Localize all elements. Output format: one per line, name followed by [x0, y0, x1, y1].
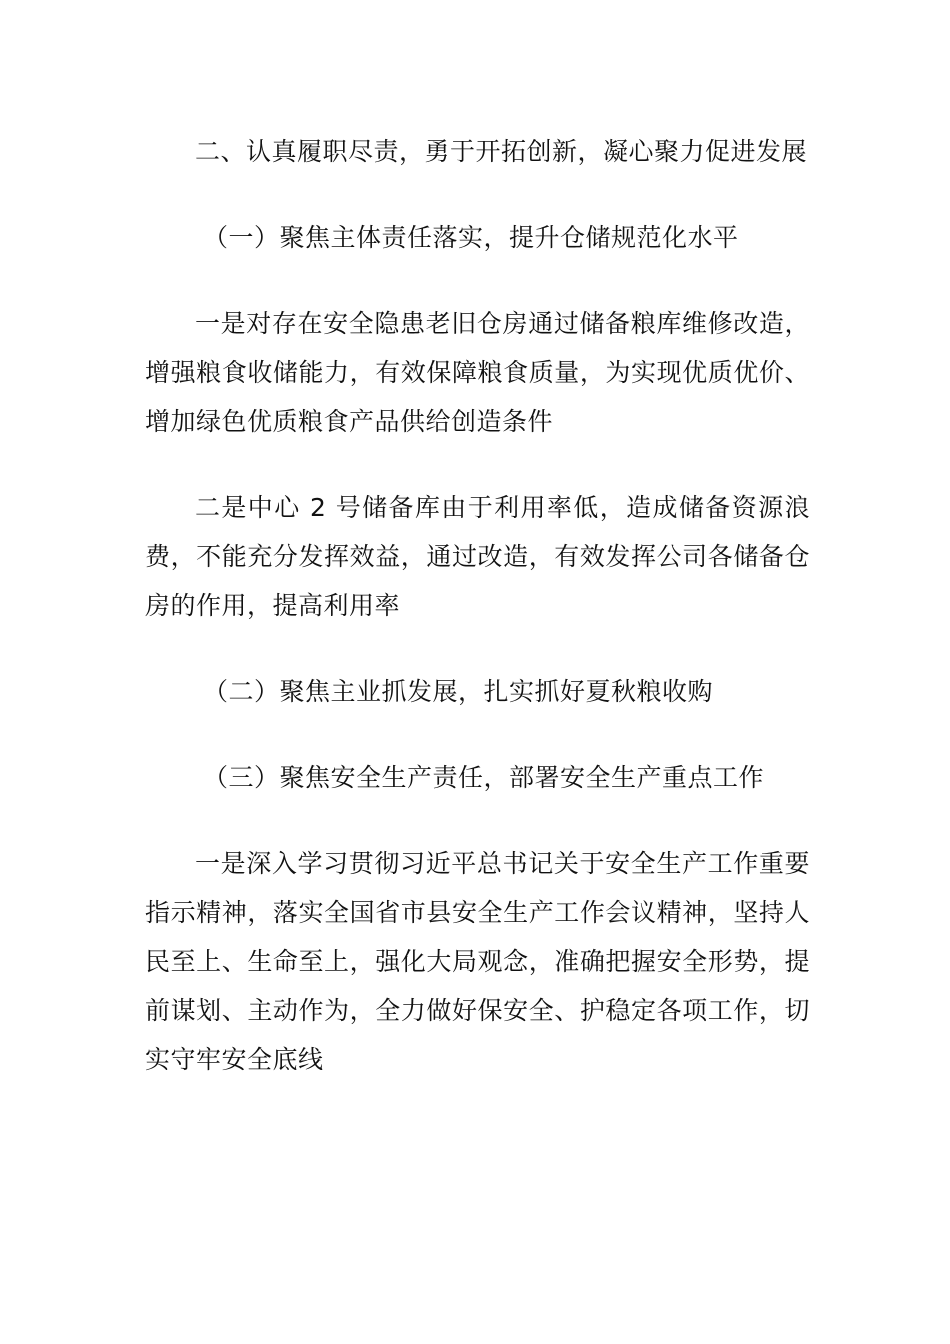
paragraph-3-1: 一是深入学习贯彻习近平总书记关于安全生产工作重要指示精神，落实全国省市县安全生产工作会议精神，坚持人民至上、生命至上，强化大局观念，准确把握安全形势，提前谋划、主动作为，全力做好保安全、护稳定各项工作，切实守牢安全底线 [145, 849, 810, 1074]
section-title: 二、认真履职尽责，勇于开拓创新，凝心聚力促进发展 [195, 137, 808, 166]
subsection-heading-3: （三）聚焦安全生产责任，部署安全生产重点工作 [203, 763, 765, 792]
paragraph-1-2: 二是中心 2 号储备库由于利用率低，造成储备资源浪费，不能充分发挥效益，通过改造，有效发挥公司各储备仓房的作用，提高利用率 [145, 493, 810, 620]
document-body [145, 127, 810, 1084]
subsection-heading-2: （二）聚焦主业抓发展，扎实抓好夏秋粮收购 [203, 677, 714, 706]
paragraph-1-1: 一是对存在安全隐患老旧仓房通过储备粮库维修改造，增强粮食收储能力，有效保障粮食质量，为实现优质优价、增加绿色优质粮食产品供给创造条件 [145, 309, 810, 436]
subsection-heading-1: （一）聚焦主体责任落实，提升仓储规范化水平 [203, 223, 739, 252]
